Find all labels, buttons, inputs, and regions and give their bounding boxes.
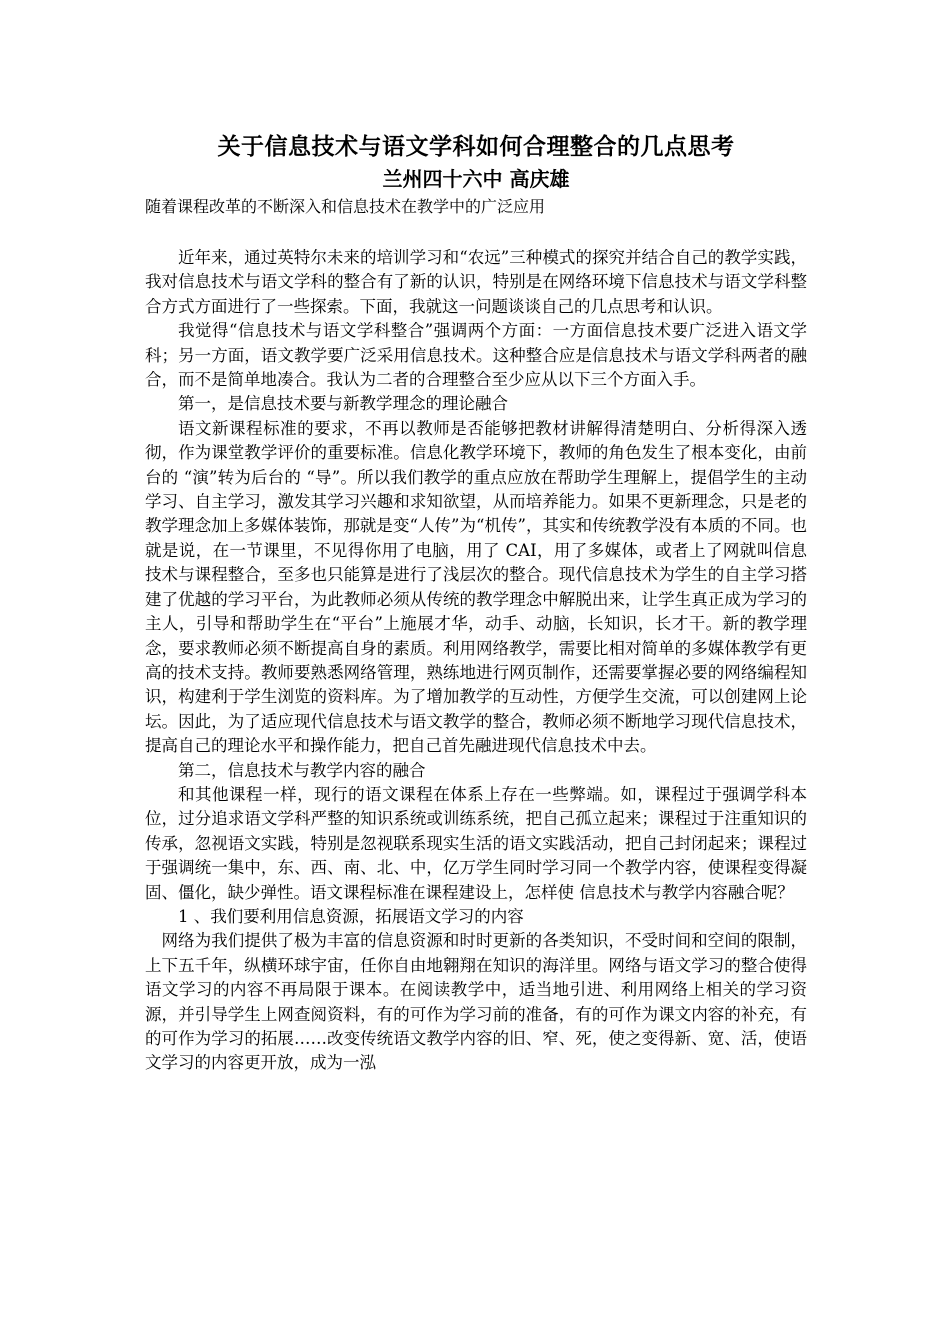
paragraph: 语文新课程标准的要求，不再以教师是否能够把教材讲解得清楚明白、分析得深入透彻，作为课堂教学评价的重要标准。信息化教学环境下，教师的角色发生了根本变化，由前台的 “演”转为后台的 “导”。所以我们教学的重点应放在帮助学生理解上，提倡学生的主动学习、自主学习，激发其学习兴趣和求知欲望，从而培养能力。如果不更新理念，只是老的教学理念加上多媒体装饰，那就是变“人传”为“机传”，其实和传统教学没有本质的不同。也就是说，在一节课里，不见得你用了电脑，用了 CAI，用了多媒体，或者上了网就叫信息技术与课程整合，至多也只能算是进行了浅层次的整合。现代信息技术为学生的自主学习搭建了优越的学习平台，为此教师必须从传统的教学理念中解脱出来，让学生真正成为学习的主人，引导和帮助学生在“平台”上施展才华，动手、动脑，长知识，长才干。新的教学理念，要求教师必须不断提高自身的素质。利用网络教学，需要比相对简单的多媒体教学有更高的技术支持。教师要熟悉网络管理，熟练地进行网页制作，还需要掌握必要的网络编程知识，构建利于学生浏览的资料库。为了增加教学的互动性，方便学生交流，可以创建网上论坛。因此，为了适应现代信息技术与语文教学的整合，教师必须不断地学习现代信息技术，提高自己的理论水平和操作能力，把自己首先融进现代信息技术中去。 [145,418,807,756]
paragraph: 我觉得“信息技术与语文学科整合”强调两个方面：一方面信息技术要广泛进入语文学科；另一方面，语文教学要广泛采用信息技术。这种整合应是信息技术与语文学科两者的融合，而不是简单地凑合。我认为二者的合理整合至少应从以下三个方面入手。 [145,321,807,390]
section-heading: 第一，是信息技术要与新教学理念的理论融合 [178,394,508,414]
paragraph: 网络为我们提供了极为丰富的信息资源和时时更新的各类知识，不受时间和空间的限制，上下五千年，纵横环球宇宙，任你自由地翱翔在知识的海洋里。网络与语文学习的整合使得语文学习的内容不再局限于课本。在阅读教学中，适当地引进、利用网络上相关的学习资源，并引导学生上网查阅资料，有的可作为学习前的准备，有的可作为课文内容的补充，有的可作为学习的拓展……改变传统语文教学内容的旧、窄、死，使之变得新、宽、活，使语文学习的内容更开放，成为一泓 [145,931,807,1073]
blank-line [145,220,807,246]
section-heading: 第二，信息技术与教学内容的融合 [178,760,426,780]
author-line: 兰州四十六中 高庆雄 [382,167,570,191]
paragraph: 近年来，通过英特尔未来的培训学习和“农远”三种模式的探究并结合自己的教学实践，我对信息技术与语文学科的整合有了新的认识，特别是在网络环境下信息技术与语文学科整合方式方面进行了一些探索。下面，我就这一问题谈谈自己的几点思考和认识。 [145,248,807,316]
document-page [145,130,807,1076]
subtitle-line: 随着课程改革的不断深入和信息技术在教学中的广泛应用 [145,197,546,216]
paragraph: 和其他课程一样，现行的语文课程在体系上存在一些弊端。如，课程过于强调学科本位，过分追求语文学科严整的知识系统或训练系统，把自己孤立起来；课程过于注重知识的传承，忽视语文实践，特别是忽视联系现实生活的语文实践活动，把自己封闭起来；课程过于强调统一集中，东、西、南、北、中，亿万学生同时学习同一个教学内容，使课程变得凝固、僵化，缺少弹性。语文课程标准在课程建设上，怎样使 信息技术与教学内容融合呢？ [145,784,807,902]
subsection-heading: 1 、我们要利用信息资源，拓展语文学习的内容 [178,906,524,926]
document-title: 关于信息技术与语文学科如何合理整合的几点思考 [217,133,735,160]
